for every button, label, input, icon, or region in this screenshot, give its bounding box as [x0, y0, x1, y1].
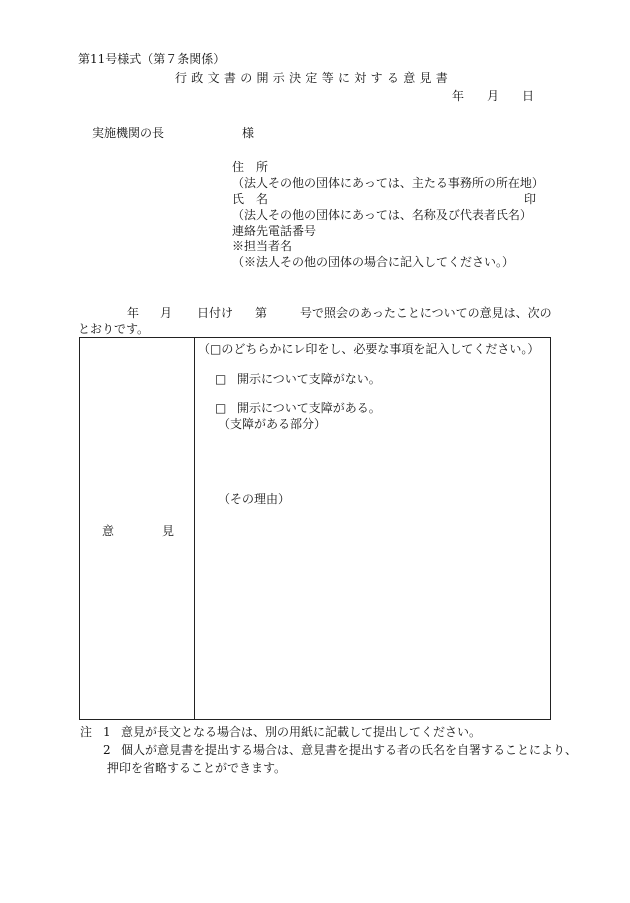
- opinion-label-right: 見: [162, 524, 175, 538]
- date-year-label: 年: [452, 89, 465, 103]
- address-label: 住 所: [232, 160, 269, 174]
- opinion-table: [79, 337, 551, 720]
- note-2-number: 2: [103, 743, 111, 757]
- opinion-table-divider: [194, 337, 195, 720]
- note-2-text-line2: 押印を省略することができます。: [107, 761, 287, 775]
- name-note: （法人その他の団体にあっては、名称及び代表者氏名）: [232, 208, 532, 222]
- checkbox-no-issue[interactable]: □: [215, 372, 227, 386]
- date-month-label: 月: [487, 89, 500, 103]
- notes-label: 注: [80, 725, 93, 739]
- ref-year-label: 年: [127, 306, 140, 320]
- opinion-instruction: （□のどちらかにレ印をし、必要な事項を記入してください。）: [198, 342, 540, 356]
- phone-label: 連絡先電話番号: [232, 224, 317, 238]
- ref-month-label: 月: [160, 306, 173, 320]
- address-note: （法人その他の団体にあっては、主たる事務所の所在地）: [232, 176, 544, 190]
- note-1-text: 意見が長文となる場合は、別の用紙に記載して提出してください。: [121, 725, 482, 739]
- ref-sentence-line2: とおりです。: [78, 322, 150, 336]
- name-label: 氏 名: [232, 192, 269, 206]
- opinion-label-left: 意: [102, 524, 115, 538]
- ref-sentence-line1: 号で照会のあったことについての意見は、次の: [300, 306, 552, 320]
- form-number: 第11号様式（第７条関係）: [78, 52, 226, 66]
- note-1-number: 1: [103, 725, 111, 739]
- document-title: 行政文書の開示決定等に対する意見書: [175, 71, 453, 85]
- note-2-text-line1: 個人が意見書を提出する場合は、意見書を提出する者の氏名を自署することにより、: [121, 743, 578, 757]
- date-day-label: 日: [522, 89, 535, 103]
- person-in-charge-label: ※担当者名: [232, 239, 293, 253]
- reason-label: （その理由）: [218, 492, 291, 506]
- person-in-charge-note: （※法人その他の団体の場合に記入してください。）: [232, 255, 515, 269]
- ref-no-prefix: 第: [255, 306, 268, 320]
- addressee-honorific: 様: [242, 126, 255, 140]
- option-no-issue-label: 開示について支障がない。: [237, 372, 381, 386]
- option-issue-label: 開示について支障がある。: [237, 401, 381, 415]
- ref-dated-label: 日付け: [197, 306, 234, 320]
- checkbox-issue[interactable]: □: [215, 401, 227, 415]
- addressee-label: 実施機関の長: [92, 126, 165, 140]
- seal-mark: 印: [524, 192, 537, 206]
- issue-part-label: （支障がある部分）: [218, 417, 327, 431]
